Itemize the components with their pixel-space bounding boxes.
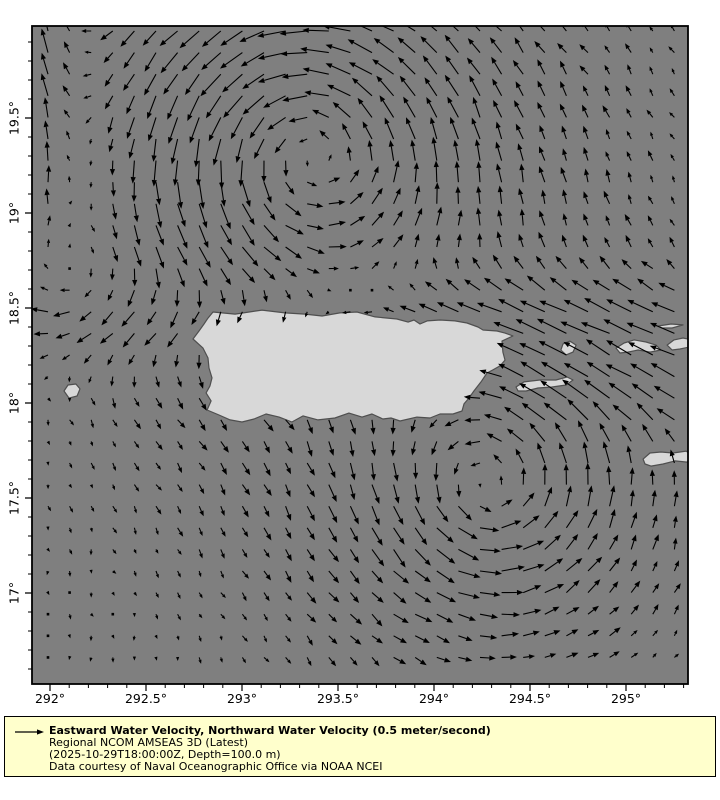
y-tick-label: 19.5° [6, 100, 22, 136]
x-tick-label: 294° [418, 691, 450, 706]
y-tick-label: 17.5° [6, 480, 22, 516]
x-tick-label: 293.5° [316, 691, 360, 706]
legend-box [4, 716, 716, 777]
legend-title: Eastward Water Velocity, Northward Water Velocity (0.5 meter/second) [49, 724, 491, 737]
x-tick-label: 292.5° [124, 691, 168, 706]
reference-arrow-icon [13, 726, 47, 738]
y-tick-label: 19° [6, 201, 22, 225]
y-tick-label: 17° [6, 581, 22, 605]
x-tick-label: 295° [610, 691, 642, 706]
x-tick-label: 294.5° [508, 691, 552, 706]
x-tick-label: 292° [34, 691, 66, 706]
legend-attribution: Data courtesy of Naval Oceanographic Office via NOAA NCEI [49, 760, 383, 773]
y-tick-label: 18° [6, 391, 22, 415]
y-tick-label: 18.5° [6, 290, 22, 326]
x-tick-label: 293° [226, 691, 258, 706]
legend-dataset: Regional NCOM AMSEAS 3D (Latest) [49, 736, 248, 749]
legend-time-depth: (2025-10-29T18:00:00Z, Depth=100.0 m) [49, 748, 281, 761]
